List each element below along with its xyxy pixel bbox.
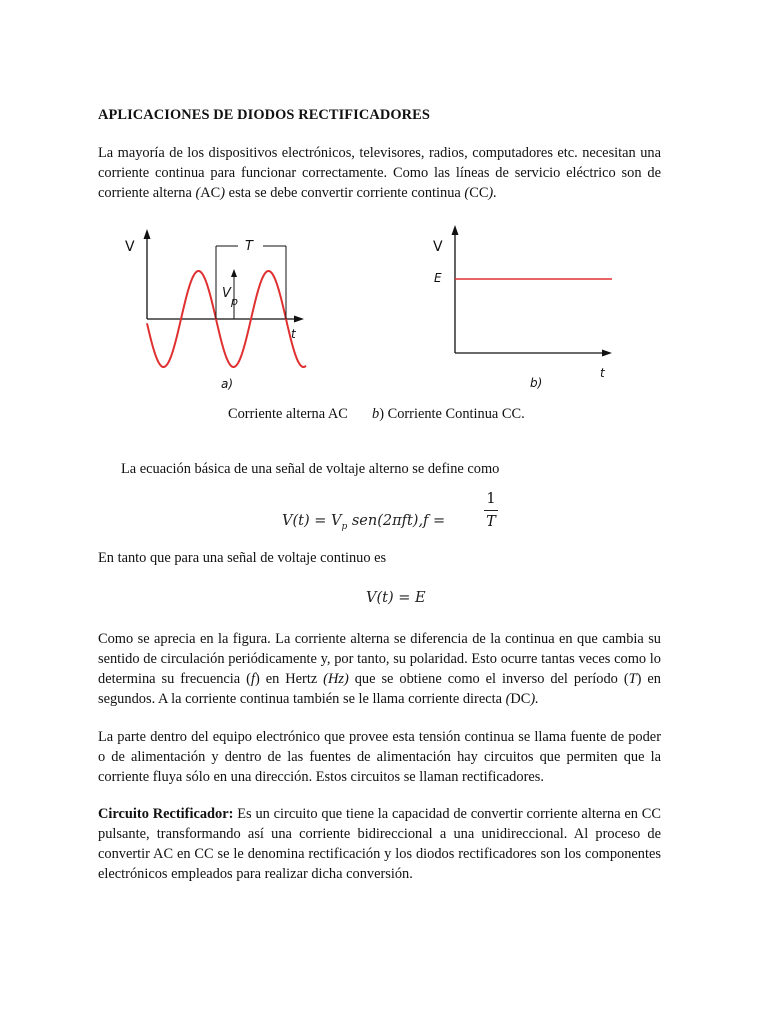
graph-a-v-label: V: [125, 239, 135, 255]
dc-equation: V(t) = E: [366, 590, 426, 606]
ac-equation: $V(t) = V_p$ sen(2πft),f =: [282, 513, 446, 532]
intro-paragraph: La mayoría de los dispositivos electrónicos, televisores, radios, computadores etc. necesitan una corriente continua para funcionar correctamente. Como las líneas de servicio eléctrico son de corriente alterna (AC) esta se debe convertir corriente continua (CC).: [98, 145, 661, 201]
figure-graphs: [0, 0, 768, 400]
rectifier-paragraph: Circuito Rectificador: Es un circuito que tiene la capacidad de convertir corriente alterna en CC pulsante, transformando así una corriente bidireccional a una unidireccional. Al proceso de convertir AC en CC se le denomina rectificación y los diodos rectificadores son los componentes electrónicos empleados para realizar dicha conversión.: [98, 806, 661, 882]
graph-b-e-label: E: [434, 271, 442, 285]
graph-a-t-label: t: [291, 327, 296, 341]
graph-b-x-arrow: [602, 350, 612, 357]
graph-a-vp-arrow: [231, 269, 237, 277]
graph-b-t-label: t: [600, 366, 605, 380]
figure-caption-a: Corriente alterna AC: [228, 406, 348, 422]
ac-dc-difference-paragraph: Como se aprecia en la figura. La corriente alterna se diferencia de la continua en que cambia su sentido de circulación periódicamente y, por tanto, su polaridad. Esto ocurre tantas veces como lo determina su frecuencia (f) en Hertz (Hz) que se obtiene como el inverso del período (T) en segundos. A la corriente continua también se le llama corriente directa (DC).: [98, 631, 661, 707]
graph-b-y-arrow: [452, 225, 459, 235]
graph-a-vp-label: V: [222, 286, 231, 301]
dc-intro: En tanto que para una señal de voltaje continuo es: [98, 550, 387, 566]
graph-b-sublabel: b): [530, 376, 543, 390]
equation-intro: La ecuación básica de una señal de voltaje alterno se define como: [121, 461, 500, 477]
graph-a-sublabel: a): [221, 377, 234, 391]
page-title: APLICACIONES DE DIODOS RECTIFICADORES: [98, 107, 430, 123]
graph-a-x-arrow: [294, 316, 304, 323]
graph-b-v-label: V: [433, 239, 443, 255]
power-supply-paragraph: La parte dentro del equipo electrónico que provee esta tensión continua se llama fuente de poder o de alimentación y dentro de las fuentes de alimentación hay circuitos que permiten que la corriente fluya sólo en una dirección. Estos circuitos se llaman rectificadores.: [98, 729, 661, 785]
graph-dc: [433, 225, 612, 390]
figure-caption-b: b) Corriente Continua CC.: [372, 406, 525, 422]
frequency-fraction: 1 T: [484, 491, 498, 530]
graph-a-y-arrow: [144, 229, 151, 239]
graph-ac: [125, 229, 306, 391]
graph-a-period-label: T: [245, 239, 253, 254]
graph-a-vp-sub: p: [231, 295, 238, 308]
